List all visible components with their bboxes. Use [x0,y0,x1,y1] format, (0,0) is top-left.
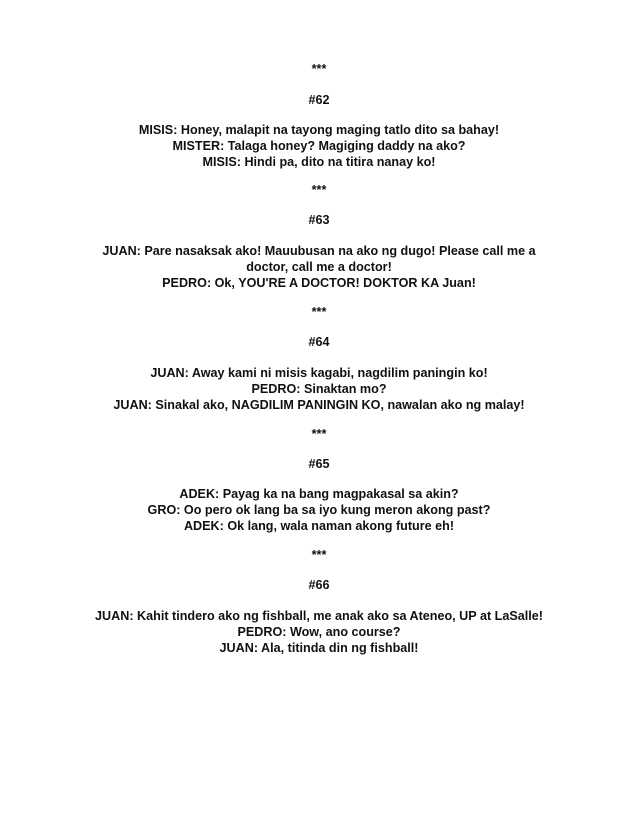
dialogue-line: JUAN: Sinakal ako, NAGDILIM PANINGIN KO, nawalan ako ng malay! [113,398,525,412]
dialogue-line: PEDRO: Wow, ano course? [237,625,401,639]
dialogue-line: GRO: Oo pero ok lang ba sa iyo kung meron akong past? [147,503,491,517]
joke-number: #64 [308,335,330,349]
dialogue-line: MISIS: Hindi pa, dito na titira nanay ko! [202,155,436,169]
joke-number: #65 [308,457,330,471]
separator: *** [311,548,327,562]
joke-number: #66 [308,578,330,592]
dialogue-line: PEDRO: Ok, YOU'RE A DOCTOR! DOKTOR KA Juan! [162,276,476,290]
separator: *** [311,183,327,197]
dialogue-line: MISIS: Honey, malapit na tayong maging tatlo dito sa bahay! [138,123,500,137]
dialogue-line: PEDRO: Sinaktan mo? [251,382,387,396]
separator: *** [311,427,327,441]
separator: *** [311,305,327,319]
dialogue-line: JUAN: Away kami ni misis kagabi, nagdilim paningin ko! [150,366,488,380]
joke-number: #63 [308,213,330,227]
dialogue-line: ADEK: Payag ka na bang magpakasal sa akin? [179,487,459,501]
dialogue-line: ADEK: Ok lang, wala naman akong future eh! [183,519,455,533]
separator: *** [311,62,327,76]
dialogue-line: JUAN: Pare nasaksak ako! Mauubusan na ako ng dugo! Please call me a [102,244,536,258]
dialogue-line: JUAN: Kahit tindero ako ng fishball, me anak ako sa Ateneo, UP at LaSalle! [95,609,543,623]
dialogue-line: JUAN: Ala, titinda din ng fishball! [219,641,419,655]
joke-number: #62 [308,93,330,107]
dialogue-line: MISTER: Talaga honey? Magiging daddy na ako? [172,139,466,153]
dialogue-line: doctor, call me a doctor! [246,260,392,274]
